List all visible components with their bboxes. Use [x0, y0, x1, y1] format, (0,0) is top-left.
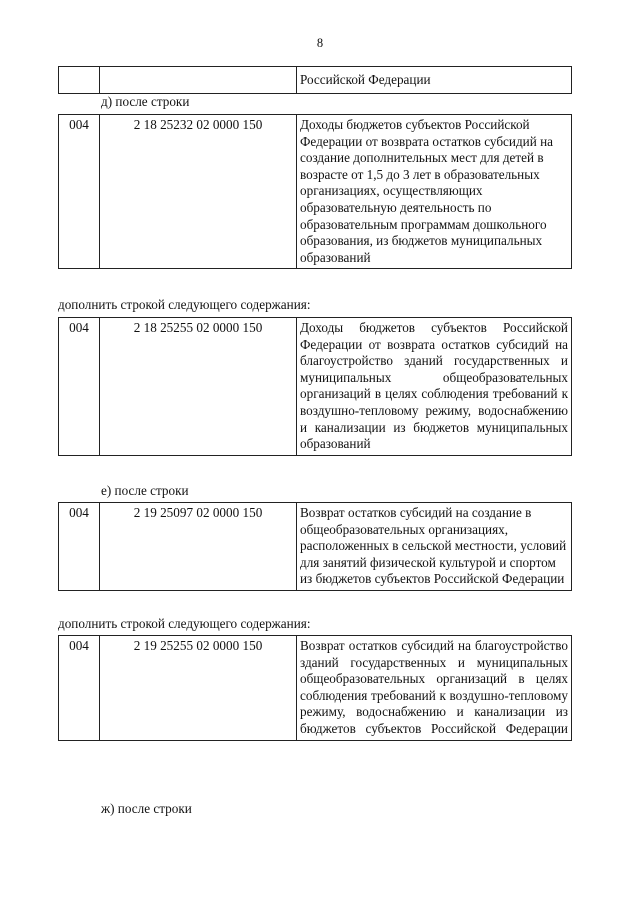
instruction-add-2: дополнить строкой следующего содержания:	[58, 616, 311, 631]
kbk-code-cell: 2 19 25255 02 0000 150	[100, 636, 297, 741]
table-block-0	[58, 66, 572, 94]
admin-code-cell: 004	[59, 115, 100, 269]
table	[58, 502, 572, 591]
admin-code-cell: 004	[59, 318, 100, 456]
admin-code-cell: 004	[59, 503, 100, 591]
table-row	[59, 318, 572, 456]
table	[58, 66, 572, 94]
table-row	[59, 636, 572, 741]
instruction-add-1: дополнить строкой следующего содержания:	[58, 297, 311, 312]
kbk-code-cell: 2 18 25255 02 0000 150	[100, 318, 297, 456]
description-cell: Российской Федерации	[297, 67, 572, 94]
table-block-4	[58, 635, 572, 741]
kbk-code-cell: 2 19 25097 02 0000 150	[100, 503, 297, 591]
table	[58, 114, 572, 269]
table	[58, 635, 572, 741]
instruction-e: е) после строки	[101, 483, 189, 498]
table-block-2	[58, 317, 572, 456]
kbk-code-cell	[100, 67, 297, 94]
table-block-1	[58, 114, 572, 269]
table-row	[59, 503, 572, 591]
description-cell: Возврат остатков субсидий на благоустройство зданий государственных и муниципальных общеобразовательных организаций в целях соблюдения требований к воздушно-тепловому режиму, водоснабжению и канализации из бюджетов субъектов Российской Федерации	[297, 636, 572, 741]
admin-code-cell	[59, 67, 100, 94]
table	[58, 317, 572, 456]
instruction-d: д) после строки	[101, 94, 190, 109]
table-block-3	[58, 502, 572, 591]
admin-code-cell: 004	[59, 636, 100, 741]
page-number: 8	[316, 36, 324, 50]
table-row	[59, 115, 572, 269]
description-cell: Доходы бюджетов субъектов Российской Федерации от возврата остатков субсидий на создание дополнительных мест для детей в возрасте от 1,5 до 3 лет в образовательных организациях, осуществляющих образовательную деятельность по образовательным программам дошкольного образования, из бюджетов муниципальных образований	[297, 115, 572, 269]
kbk-code-cell: 2 18 25232 02 0000 150	[100, 115, 297, 269]
instruction-zh: ж) после строки	[101, 801, 192, 816]
description-cell: Возврат остатков субсидий на создание в общеобразовательных организациях, расположенных в сельской местности, условий для занятий физической культурой и спортом из бюджетов субъектов Российской Федерации	[297, 503, 572, 591]
description-cell: Доходы бюджетов субъектов Российской Федерации от возврата остатков субсидий на благоустройство зданий государственных и муниципальных общеобразовательных организаций в целях соблюдения требований к воздушно-тепловому режиму, водоснабжению и канализации из бюджетов муниципальных образований	[297, 318, 572, 456]
table-row	[59, 67, 572, 94]
